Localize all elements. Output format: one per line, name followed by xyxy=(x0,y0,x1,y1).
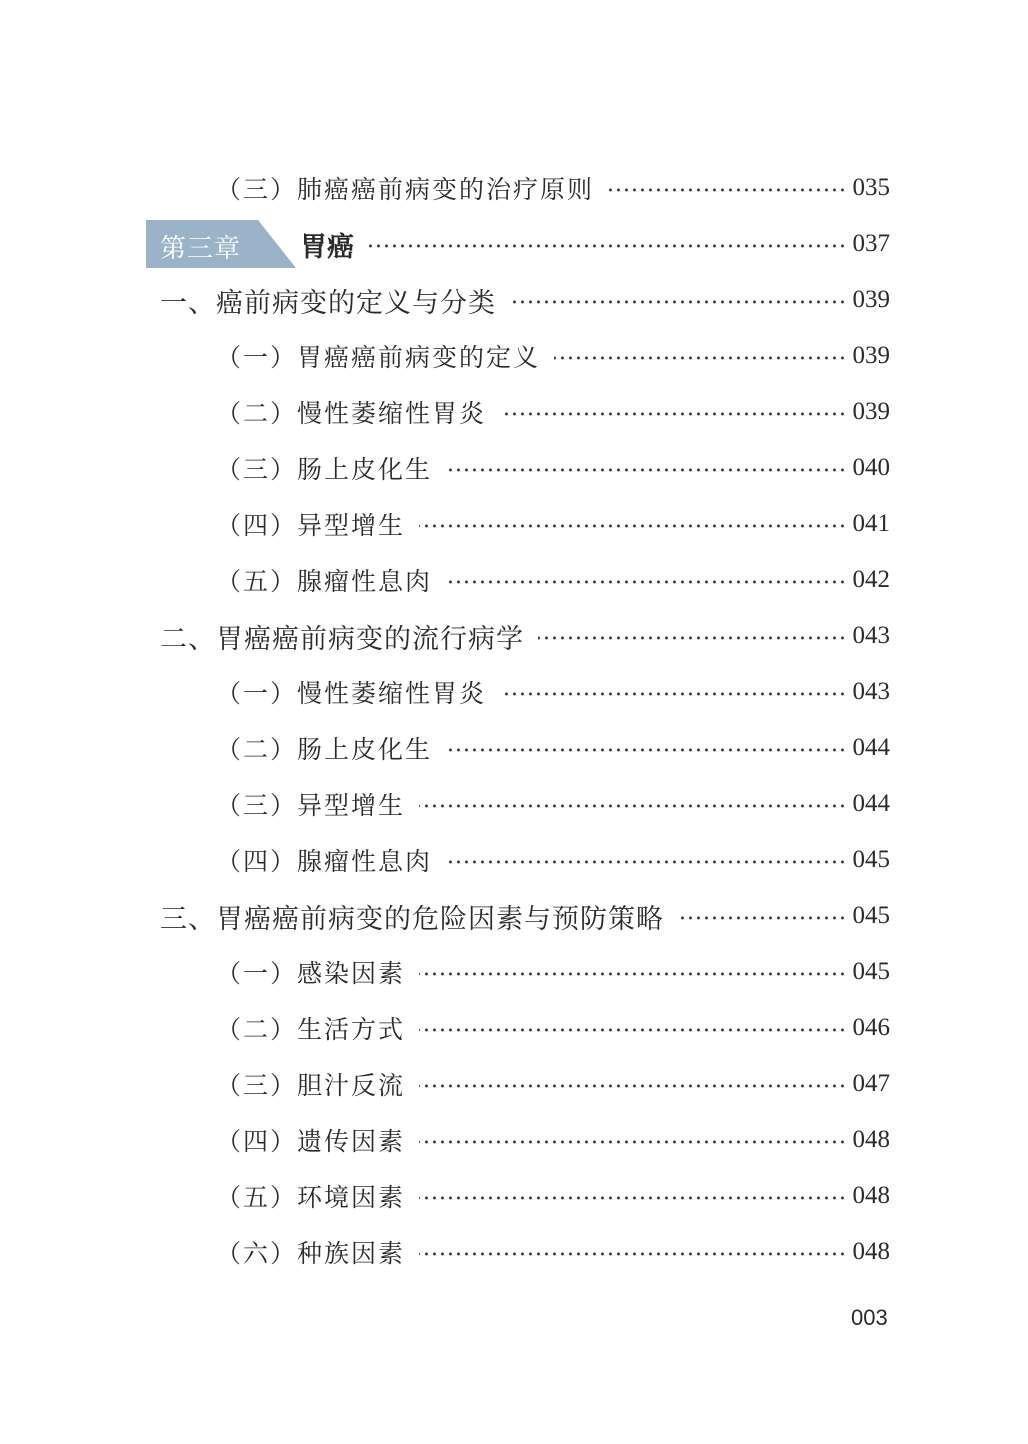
toc-entry-page: 044 xyxy=(852,734,890,761)
toc-entry-page: 040 xyxy=(852,454,890,481)
section-page: 039 xyxy=(852,286,890,313)
toc-entry-title: （二）生活方式 xyxy=(216,1015,406,1044)
toc-entry[interactable] xyxy=(0,384,1028,440)
toc-entry-title: （一）胃癌癌前病变的定义 xyxy=(216,343,541,372)
dot-leader xyxy=(510,300,847,304)
dot-leader xyxy=(419,1084,846,1088)
toc-section-entry[interactable] xyxy=(0,608,1028,664)
toc-entry[interactable] xyxy=(0,832,1028,888)
dot-leader xyxy=(554,356,846,360)
dot-leader xyxy=(446,580,846,584)
toc-entry-title: （四）遗传因素 xyxy=(216,1127,406,1156)
toc-entry-page: 046 xyxy=(852,1014,890,1041)
toc-entry-title: （四）异型增生 xyxy=(216,511,406,540)
toc-entry-title: （一）慢性萎缩性胃炎 xyxy=(216,679,487,708)
toc-entry[interactable] xyxy=(0,496,1028,552)
dot-leader xyxy=(419,1252,846,1256)
toc-entry-page: 045 xyxy=(852,846,890,873)
dot-leader xyxy=(446,748,846,752)
dot-leader xyxy=(500,412,846,416)
dot-leader xyxy=(446,468,846,472)
toc-entry[interactable] xyxy=(0,160,1028,216)
section-title: 一、癌前病变的定义与分类 xyxy=(160,287,496,319)
toc-entry[interactable] xyxy=(0,1224,1028,1280)
toc-entry-title: （五）环境因素 xyxy=(216,1183,406,1212)
toc-entry[interactable] xyxy=(0,776,1028,832)
dot-leader xyxy=(500,692,846,696)
section-page: 043 xyxy=(852,622,890,649)
dot-leader xyxy=(538,636,847,640)
toc-entry-page: 035 xyxy=(852,174,890,201)
dot-leader xyxy=(419,1028,846,1032)
dot-leader xyxy=(368,244,847,248)
toc-entry-page: 042 xyxy=(852,566,890,593)
toc-entry-page: 048 xyxy=(852,1182,890,1209)
chapter-tag xyxy=(146,220,296,268)
chapter-tag-label: 第三章 xyxy=(160,234,242,264)
toc-section-entry[interactable] xyxy=(0,888,1028,944)
toc-entry-page: 045 xyxy=(852,958,890,985)
dot-leader xyxy=(419,524,846,528)
toc-entry[interactable] xyxy=(0,328,1028,384)
toc-entry-title: （四）腺瘤性息肉 xyxy=(216,847,433,876)
toc-entry-title: （一）感染因素 xyxy=(216,959,406,988)
dot-leader xyxy=(446,860,846,864)
section-page: 045 xyxy=(852,902,890,929)
chapter-title: 胃癌 xyxy=(300,231,354,263)
toc-entry-title: （三）肠上皮化生 xyxy=(216,455,433,484)
toc-section-entry[interactable] xyxy=(0,272,1028,328)
toc-entry-page: 039 xyxy=(852,398,890,425)
section-title: 三、胃癌癌前病变的危险因素与预防策略 xyxy=(160,903,664,935)
section-title: 二、胃癌癌前病变的流行病学 xyxy=(160,623,524,655)
toc-entry[interactable] xyxy=(0,1000,1028,1056)
toc-entry-title: （三）异型增生 xyxy=(216,791,406,820)
toc-chapter-entry[interactable] xyxy=(0,216,1028,272)
toc-entry[interactable] xyxy=(0,944,1028,1000)
dot-leader xyxy=(678,916,847,920)
toc-entry[interactable] xyxy=(0,1056,1028,1112)
toc-entry[interactable] xyxy=(0,1168,1028,1224)
toc-entry[interactable] xyxy=(0,664,1028,720)
toc-entry-title: （三）肺癌癌前病变的治疗原则 xyxy=(216,175,595,204)
toc-entry-title: （五）腺瘤性息肉 xyxy=(216,567,433,596)
toc-entry-page: 043 xyxy=(852,678,890,705)
dot-leader xyxy=(419,1196,846,1200)
toc-entry-page: 041 xyxy=(852,510,890,537)
chapter-page: 037 xyxy=(852,230,890,257)
toc-entry[interactable] xyxy=(0,440,1028,496)
page-number: 003 xyxy=(851,1305,888,1330)
dot-leader xyxy=(608,188,846,192)
dot-leader xyxy=(419,804,846,808)
dot-leader xyxy=(419,1140,846,1144)
toc-entry-title: （二）慢性萎缩性胃炎 xyxy=(216,399,487,428)
toc-entry-page: 048 xyxy=(852,1126,890,1153)
dot-leader xyxy=(419,972,846,976)
toc-entry-page: 039 xyxy=(852,342,890,369)
toc-entry-page: 044 xyxy=(852,790,890,817)
table-of-contents xyxy=(0,160,1028,1280)
toc-entry-page: 048 xyxy=(852,1238,890,1265)
toc-entry-title: （六）种族因素 xyxy=(216,1239,406,1268)
toc-entry-title: （三）胆汁反流 xyxy=(216,1071,406,1100)
toc-entry[interactable] xyxy=(0,720,1028,776)
toc-entry-page: 047 xyxy=(852,1070,890,1097)
toc-entry[interactable] xyxy=(0,552,1028,608)
toc-entry[interactable] xyxy=(0,1112,1028,1168)
toc-entry-title: （二）肠上皮化生 xyxy=(216,735,433,764)
